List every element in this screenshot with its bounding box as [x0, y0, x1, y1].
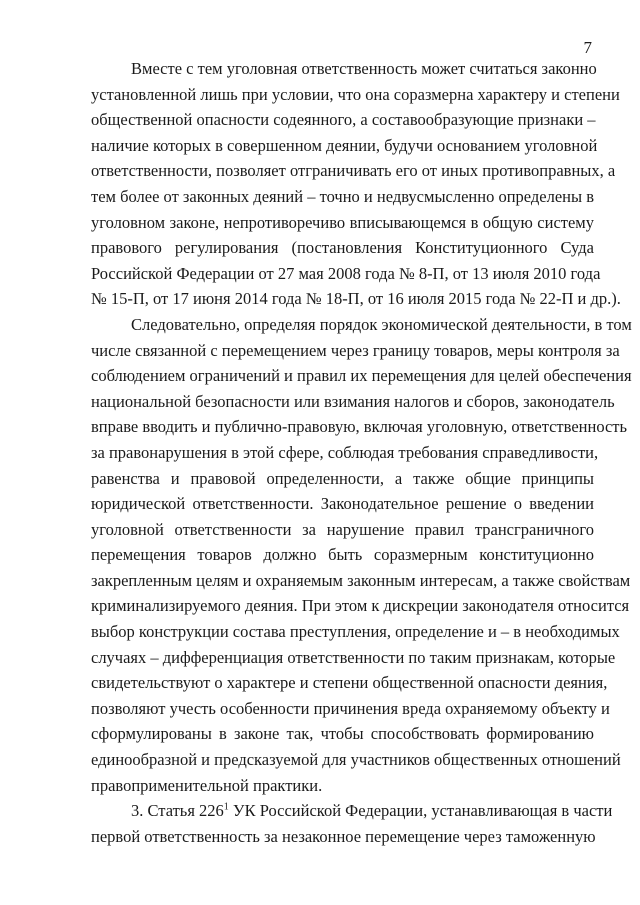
paragraph-line: наличие которых в совершенном деянии, будучи основанием уголовной: [91, 135, 598, 155]
paragraph-line: уголовном законе, непротиворечиво вписывающемся в общую систему: [91, 212, 594, 232]
paragraph-line: № 15-П, от 17 июня 2014 года № 18-П, от 16 июля 2015 года № 22-П и др.).: [91, 289, 621, 309]
paragraph-line: правоприменительной практики.: [91, 775, 323, 795]
paragraph-3: [91, 798, 613, 849]
paragraph-line: национальной безопасности или взимания налогов и сборов, законодатель: [91, 391, 615, 411]
article-reference: 3. Статья 226: [131, 801, 224, 821]
paragraph-2: [91, 312, 632, 798]
paragraph-line: тем более от законных деяний – точно и недвусмысленно определены в: [91, 186, 594, 206]
paragraph-line: соблюдением ограничений и правил их перемещения для целей обеспечения: [91, 366, 632, 386]
paragraph-line: позволяют учесть особенности причинения вреда охраняемому объекту и: [91, 698, 610, 718]
paragraph-line: вправе вводить и публично-правовую, включая уголовную, ответственность: [91, 417, 628, 437]
paragraph-line: выбор конструкции состава преступления, определение и – в необходимых: [91, 622, 620, 642]
paragraph-line: первой ответственность за незаконное перемещение через таможенную: [91, 826, 596, 846]
paragraph-line: криминализируемого деяния. При этом к дискреции законодателя относится: [91, 596, 630, 616]
paragraph-line: установленной лишь при условии, что она соразмерна характеру и степени: [91, 84, 620, 104]
paragraph-line: свидетельствуют о характере и степени общественной опасности деяния,: [91, 673, 608, 693]
page-number: 7: [583, 38, 592, 57]
paragraph-line: числе связанной с перемещением через границу товаров, меры контроля за: [91, 340, 620, 360]
paragraph-line: юридической ответственности. Законодательное решение о введении: [91, 494, 594, 514]
paragraph-line: [91, 798, 613, 824]
paragraph-1: [91, 56, 621, 312]
paragraph-line: правового регулирования (постановления Конституционного Суда: [91, 238, 594, 258]
paragraph-line: случаях – дифференциация ответственности по таким признакам, которые: [91, 647, 616, 667]
paragraph-line: равенства и правовой определенности, а также общие принципы: [91, 468, 594, 488]
paragraph-line: Вместе с тем уголовная ответственность может считаться законно: [131, 59, 597, 78]
paragraph-line: ответственности, позволяет отграничивать его от иных противоправных, а: [91, 161, 616, 181]
paragraph-line: Российской Федерации от 27 мая 2008 года № 8-П, от 13 июля 2010 года: [91, 263, 601, 283]
paragraph-line-text: УК Российской Федерации, устанавливающая в части: [228, 801, 613, 821]
paragraph-line: за правонарушения в этой сфере, соблюдая требования справедливости,: [91, 442, 599, 462]
paragraph-line: общественной опасности содеянного, а составообразующие признаки –: [91, 110, 596, 130]
paragraph-line: сформулированы в законе так, чтобы способствовать формированию: [91, 724, 594, 744]
paragraph-line: закрепленным целям и охраняемым законным интересам, а также свойствам: [91, 570, 631, 590]
article-superscript: 1: [223, 801, 229, 813]
paragraph-line: уголовной ответственности за нарушение правил трансграничного: [91, 519, 594, 539]
paragraph-line: единообразной и предсказуемой для участников общественных отношений: [91, 750, 621, 770]
document-body: [91, 56, 632, 849]
paragraph-line: Следовательно, определяя порядок экономической деятельности, в том: [131, 314, 632, 334]
paragraph-line: перемещения товаров должно быть соразмерным конституционно: [91, 545, 594, 565]
